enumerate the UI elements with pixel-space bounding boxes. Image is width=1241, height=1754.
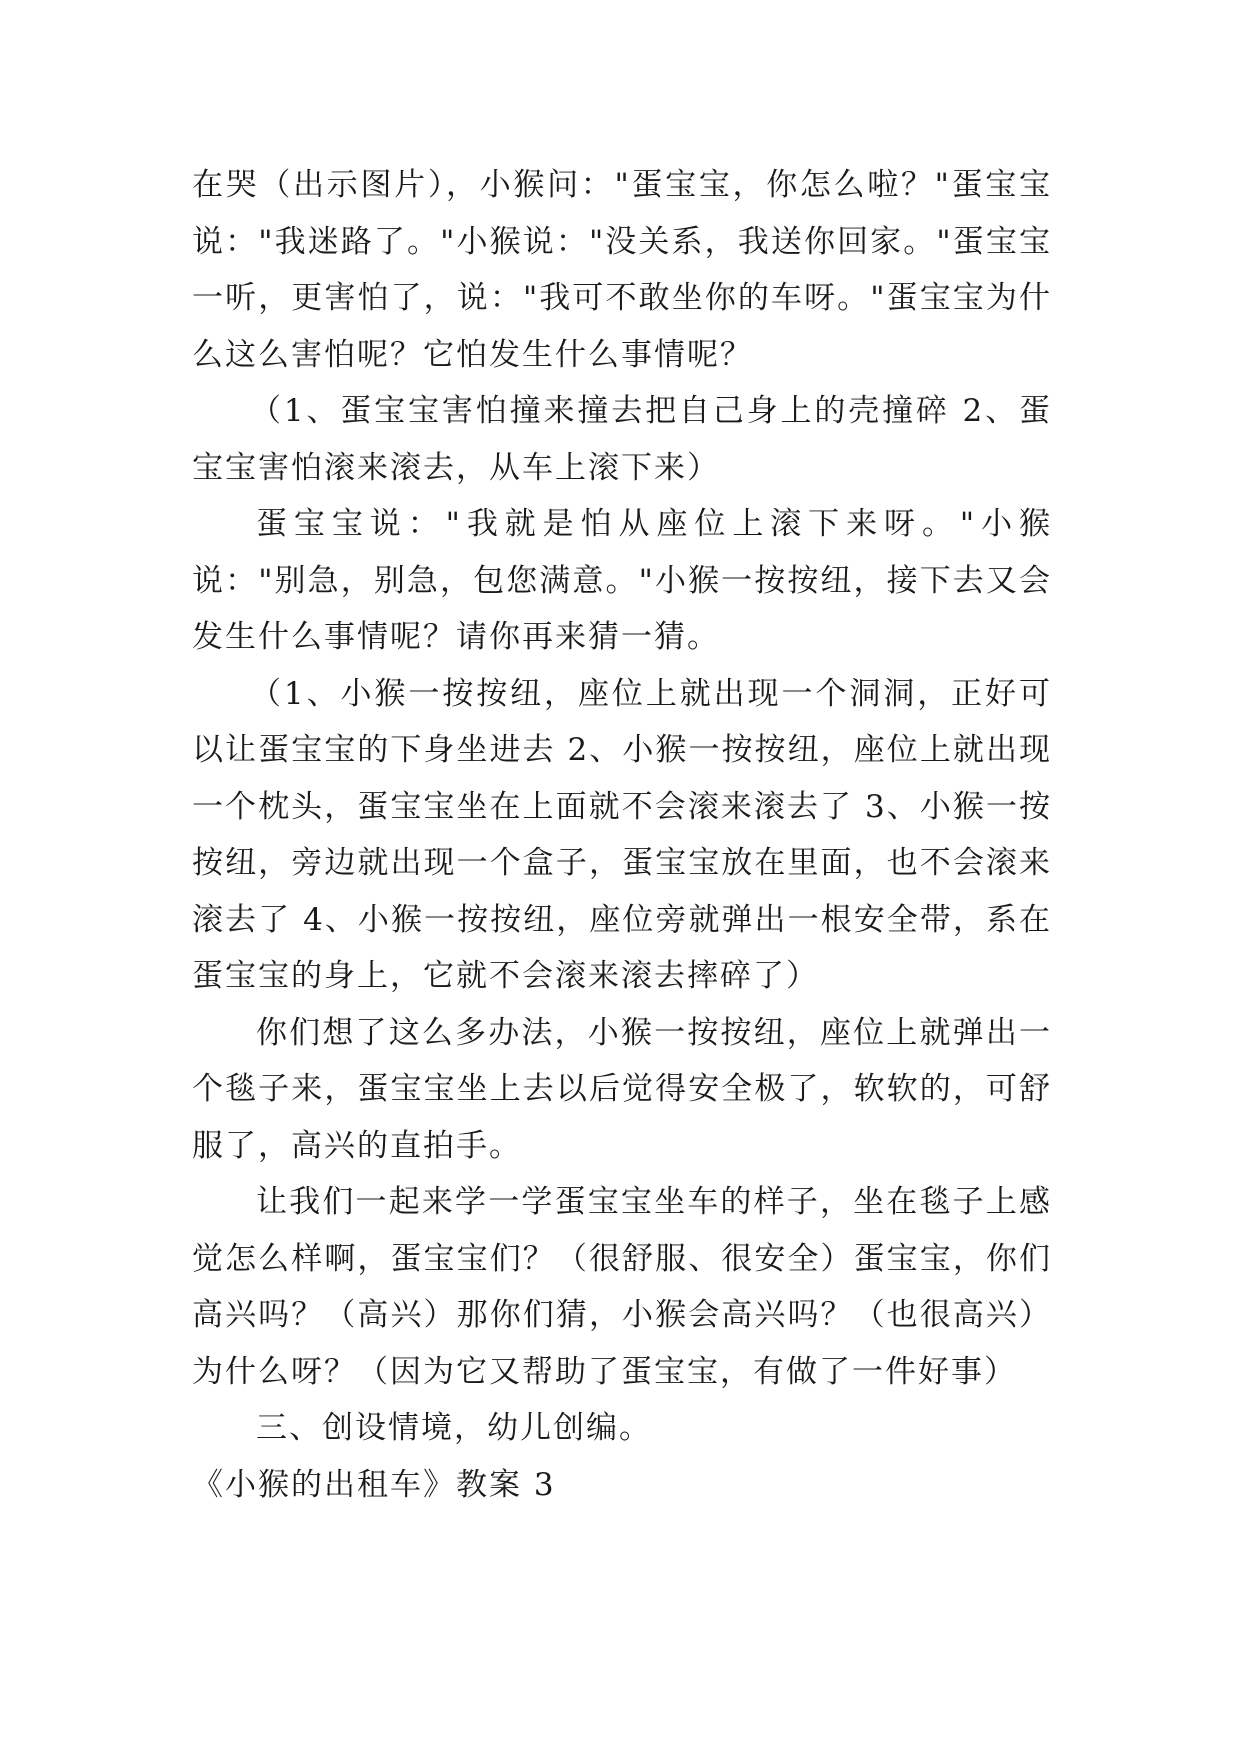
paragraph-blanket: 你们想了这么多办法，小猴一按按纽，座位上就弹出一个毯子来，蛋宝宝坐上去以后觉得安全极了，软软的，可舒服了，高兴的直拍手。 [192,1014,1052,1164]
paragraph-imitate: 让我们一起来学一学蛋宝宝坐车的样子，坐在毯子上感觉怎么样啊，蛋宝宝们？（很舒服、很安全）蛋宝宝，你们高兴吗？（高兴）那你们猜，小猴会高兴吗？（也很高兴）为什么呀？（因为它又帮助了蛋宝宝，有做了一件好事） [192,1184,1052,1390]
paragraph-story-dialogue: 在哭（出示图片），小猴问："蛋宝宝，你怎么啦？"蛋宝宝说："我迷路了。"小猴说："没关系，我送你回家。"蛋宝宝一听，更害怕了，说："我可不敢坐你的车呀。"蛋宝宝为什么这么害怕呢？它怕发生什么事情呢？ [192,167,1052,373]
document-body [192,157,1052,1513]
section-title: 《小猴的出租车》教案 3 [192,1466,556,1503]
paragraph-answers-fear: （1、蛋宝宝害怕撞来撞去把自己身上的壳撞碎 2、蛋宝宝害怕滚来滚去，从车上滚下来） [192,393,1052,486]
paragraph-section-three: 三、创设情境，幼儿创编。 [256,1410,652,1446]
paragraph-answers-button: （1、小猴一按按纽，座位上就出现一个洞洞，正好可以让蛋宝宝的下身坐进去 2、小猴一按按纽，座位上就出现一个枕头，蛋宝宝坐在上面就不会滚来滚去了 3、小猴一按按纽，旁边就出现一个盒子，蛋宝宝放在里面，也不会滚来滚去了 4、小猴一按按纽，座位旁就弹出一根安全带，系在蛋宝宝的身上，它就不会滚来滚去摔碎了） [192,675,1052,994]
paragraph-egg-worry: 蛋宝宝说："我就是怕从座位上滚下来呀。"小猴说："别急，别急，包您满意。"小猴一按按纽，接下去又会发生什么事情呢？请你再来猜一猜。 [192,506,1052,655]
